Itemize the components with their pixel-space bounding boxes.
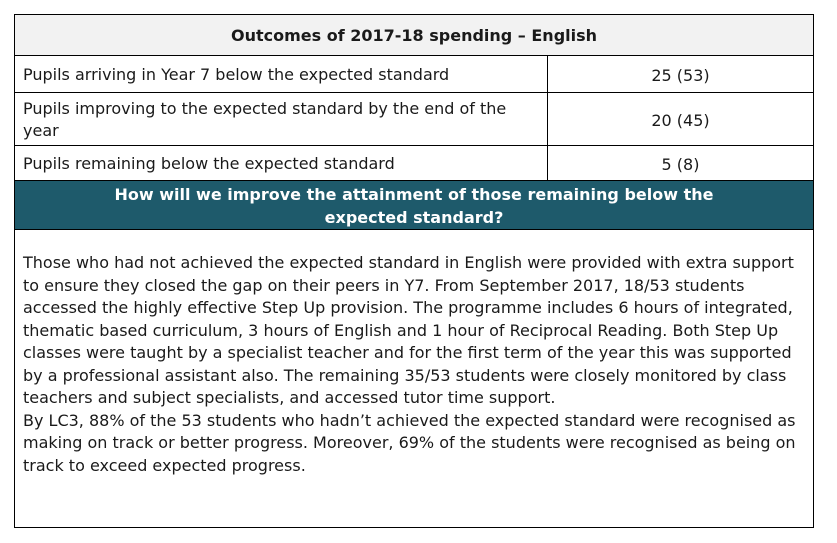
paragraph: By LC3, 88% of the 53 students who hadn’t achieved the expected standard were recognised as making on track or better progress. Moreover, 69% of the students were recognised as being on track to exceed expected progress. bbox=[23, 410, 796, 475]
row-label: Pupils remaining below the expected standard bbox=[15, 146, 548, 180]
table-row bbox=[15, 146, 813, 181]
row-value: 25 (53) bbox=[651, 65, 710, 85]
paragraph: Those who had not achieved the expected standard in English were provided with extra support to ensure they closed the gap on their peers in Y7. From September 2017, 18/53 students accessed the highly effective Step Up provision. The programme includes 6 hours of integrated, thematic based curriculum, 3 hours of English and 1 hour of Reciprocal Reading. Both Step Up classes were taught by a specialist teacher and for the first term of the year this was supported by a professional assistant also. The remaining 35/53 students were closely monitored by class teachers and subject specialists, and accessed tutor time support. bbox=[23, 253, 794, 407]
table-title: Outcomes of 2017-18 spending – English bbox=[15, 15, 813, 56]
row-label: Pupils arriving in Year 7 below the expected standard bbox=[15, 56, 548, 92]
body-text bbox=[15, 230, 813, 477]
table-row bbox=[15, 56, 813, 93]
row-label: Pupils improving to the expected standard by the end of the year bbox=[15, 93, 548, 145]
row-value: 20 (45) bbox=[651, 110, 710, 130]
row-value: 5 (8) bbox=[661, 154, 700, 174]
section-heading-banner: How will we improve the attainment of those remaining below the expected standard? bbox=[15, 181, 813, 230]
outcomes-table bbox=[14, 14, 814, 528]
table-row bbox=[15, 93, 813, 146]
